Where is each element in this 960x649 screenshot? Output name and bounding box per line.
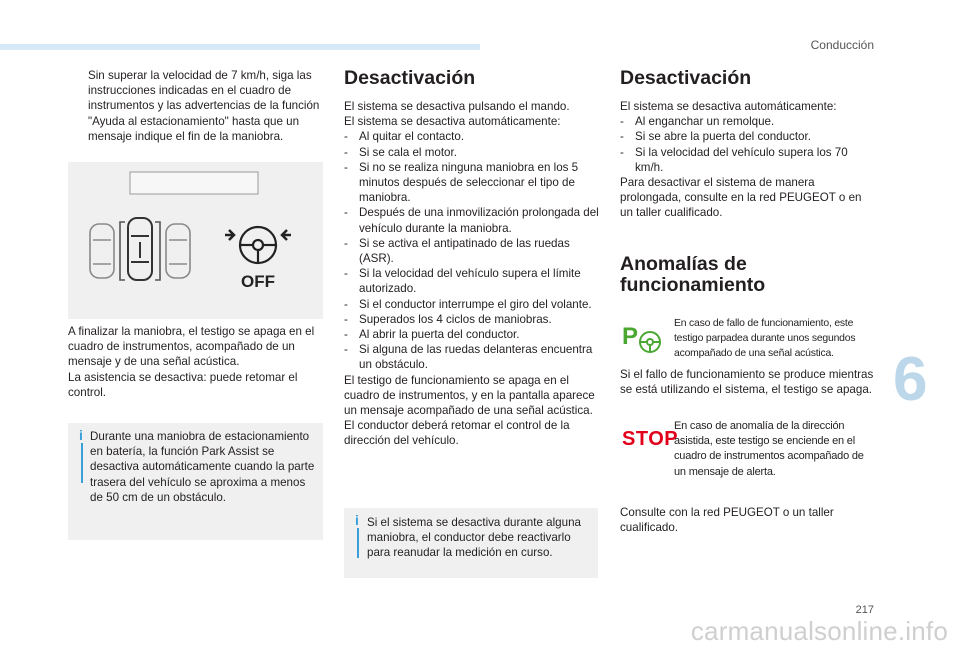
chapter-number: 6 xyxy=(893,345,928,414)
note-text-2: Si el sistema se desactiva durante alguna maniobra, el conductor debe reactivarlo para reanudar la medición en curso. xyxy=(367,516,581,560)
warning-2-text: En caso de anomalía de la dirección asistida, este testigo se enciende en el cuadro de instrumentos acompañado de un mensaje de alerta. xyxy=(674,420,864,478)
deactivation-heading: Desactivación xyxy=(344,67,476,89)
list-item: - Si la velocidad del vehículo supera el límite autorizado. xyxy=(344,266,600,296)
deactivation-list xyxy=(344,129,600,372)
fault-paragraph: Si el fallo de funcionamiento se produce mientras se está utilizando el sistema, el testigo se apaga. xyxy=(620,368,874,397)
page-number: 217 xyxy=(855,604,874,616)
deactivation-line-1: El sistema se desactiva pulsando el mando. xyxy=(344,100,570,113)
list-item: - Después de una inmovilización prolongada del vehículo durante la maniobra. xyxy=(344,205,600,235)
watermark: carmanualsonline.info xyxy=(690,616,948,646)
list-item: - Si la velocidad del vehículo supera los 70 km/h. xyxy=(620,145,876,175)
list-item: - Si alguna de las ruedas delanteras encuentra un obstáculo. xyxy=(344,342,600,372)
column-1 xyxy=(68,68,324,144)
list-item: - Al abrir la puerta del conductor. xyxy=(344,327,600,342)
intro-paragraph: Sin superar la velocidad de 7 km/h, siga las instrucciones indicadas en el cuadro de instrumentos y las advertencias de la función "Ayuda al estacionamiento" hasta que un mensaje indique el fin de la maniobra. xyxy=(88,69,320,143)
column-1-after xyxy=(68,324,324,400)
park-assist-illustration xyxy=(68,162,323,319)
note-box-2 xyxy=(344,508,598,578)
note-text-1: Durante una maniobra de estacionamiento en batería, la función Park Assist se desactiva automáticamente cuando la parte trasera del vehículo se aproxima a menos de 50 cm de un obstáculo. xyxy=(90,430,315,504)
stop-label: STOP xyxy=(622,428,679,450)
anomalies-heading xyxy=(620,254,876,296)
column-3 xyxy=(620,68,876,296)
info-icon: i xyxy=(355,512,359,528)
off-label: OFF xyxy=(241,272,275,291)
list-item: - Superados los 4 ciclos de maniobras. xyxy=(344,312,600,327)
parking-diagram-icon xyxy=(68,162,323,319)
info-bar xyxy=(357,528,359,558)
consult-paragraph: Consulte con la red PEUGEOT o un taller cualificado. xyxy=(620,506,834,535)
info-icon: i xyxy=(79,427,83,443)
auto-deactivation-list xyxy=(620,114,876,175)
svg-text:P: P xyxy=(622,323,639,350)
finish-paragraph: A finalizar la maniobra, el testigo se apaga en el cuadro de instrumentos, acompañado de un mensaje y de una señal acústica. xyxy=(68,325,315,369)
info-bar xyxy=(81,443,83,483)
list-item: - Al quitar el contacto. xyxy=(344,129,600,144)
driver-control-paragraph: El conductor deberá retomar el control de la dirección del vehículo. xyxy=(344,419,570,448)
warning-light-paragraph: El testigo de funcionamiento se apaga en el cuadro de instrumentos, y en la pantalla aparece un mensaje acompañado de una señal acústica. xyxy=(344,373,595,418)
control-paragraph: La asistencia se desactiva: puede retomar el control. xyxy=(68,370,298,399)
header-accent-bar xyxy=(0,44,480,50)
section-title: Conducción xyxy=(810,38,874,52)
deactivation-heading-2: Desactivación xyxy=(620,67,752,89)
auto-deactivation-line: El sistema se desactiva automáticamente: xyxy=(620,100,837,113)
list-item: - Si no se realiza ninguna maniobra en los 5 minutos después de seleccionar el tipo de maniobra. xyxy=(344,160,600,206)
list-item: - Al enganchar un remolque. xyxy=(620,114,876,129)
park-assist-warning-icon xyxy=(622,320,662,356)
warning-1-text: En caso de fallo de funcionamiento, este testigo parpadea durante unos segundos acompañado de una señal acústica. xyxy=(674,318,856,359)
column-2 xyxy=(344,68,600,449)
stop-warning-icon xyxy=(622,428,679,452)
list-item: - Si se abre la puerta del conductor. xyxy=(620,129,876,144)
prolonged-deactivation-paragraph: Para desactivar el sistema de manera prolongada, consulte en la red PEUGEOT o en un taller cualificado. xyxy=(620,176,862,220)
deactivation-line-2: El sistema se desactiva automáticamente: xyxy=(344,115,561,129)
anomalies-heading-line2: funcionamiento xyxy=(620,273,766,296)
anomalies-heading-line1: Anomalías de xyxy=(620,252,747,275)
list-item: - Si se activa el antipatinado de las ruedas (ASR). xyxy=(344,236,600,266)
list-item: - Si se cala el motor. xyxy=(344,145,600,160)
note-box-1 xyxy=(68,423,323,540)
list-item: - Si el conductor interrumpe el giro del volante. xyxy=(344,297,600,312)
